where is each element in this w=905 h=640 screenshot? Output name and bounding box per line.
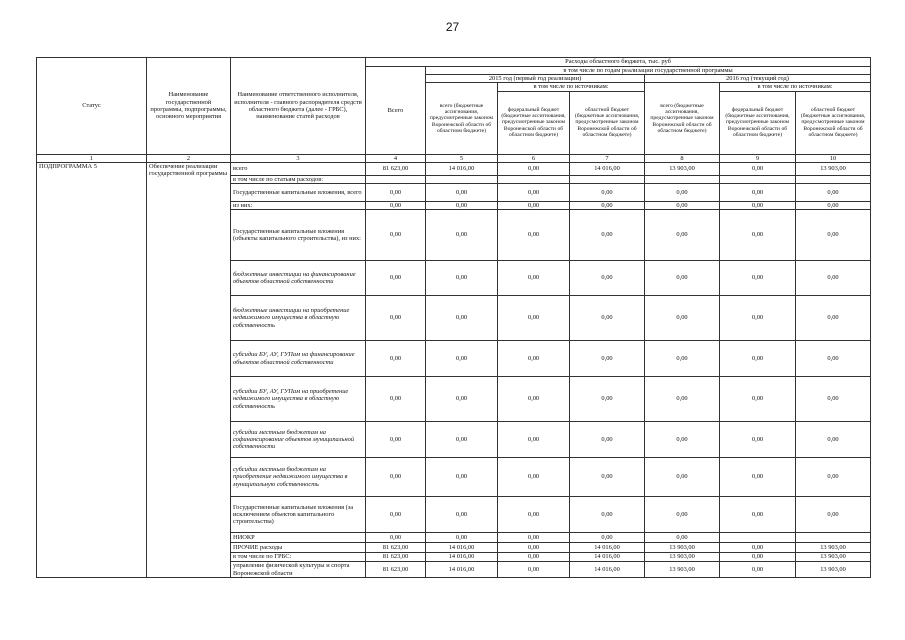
value-cell: 0,00 bbox=[796, 210, 871, 261]
value-cell: 0,00 bbox=[426, 497, 498, 533]
row-label: бюджетные инвестиции на финансирование объектов областной собственности bbox=[231, 261, 366, 296]
value-cell: 0,00 bbox=[645, 377, 720, 422]
value-cell: 0,00 bbox=[570, 497, 645, 533]
value-cell: 0,00 bbox=[720, 261, 796, 296]
value-cell: 0,00 bbox=[426, 261, 498, 296]
value-cell bbox=[720, 175, 796, 183]
value-cell: 14 016,00 bbox=[426, 553, 498, 562]
value-cell: 0,00 bbox=[570, 341, 645, 377]
value-cell: 0,00 bbox=[720, 201, 796, 209]
value-cell: 0,00 bbox=[570, 210, 645, 261]
value-cell: 0,00 bbox=[498, 497, 570, 533]
value-cell: 0,00 bbox=[366, 497, 426, 533]
row-label: из них: bbox=[231, 201, 366, 209]
header-year-2016: 2016 год (текущий год) bbox=[645, 75, 871, 83]
value-cell: 0,00 bbox=[720, 422, 796, 458]
value-cell bbox=[796, 533, 871, 543]
header-total: Всего bbox=[366, 67, 426, 155]
value-cell: 81 623,00 bbox=[366, 553, 426, 562]
value-cell: 14 016,00 bbox=[570, 553, 645, 562]
value-cell: 0,00 bbox=[796, 377, 871, 422]
value-cell: 0,00 bbox=[720, 497, 796, 533]
column-number: 6 bbox=[498, 154, 570, 162]
value-cell: 0,00 bbox=[645, 422, 720, 458]
header-expenses-title: Расходы областного бюджета, тыс. руб bbox=[366, 58, 871, 67]
header-2016-regional: областной бюджет (бюджетные ассигнования, предусмотренные законом Воронежской области об областном бюджете) bbox=[796, 91, 871, 154]
value-cell: 0,00 bbox=[645, 296, 720, 341]
program-cell: Обеспечение реализации государственной программы bbox=[147, 162, 231, 577]
row-label: ПРОЧИЕ расходы bbox=[231, 543, 366, 553]
value-cell: 0,00 bbox=[720, 458, 796, 497]
value-cell: 0,00 bbox=[796, 422, 871, 458]
value-cell: 0,00 bbox=[645, 210, 720, 261]
header-year-2015: 2015 год (первый год реализации) bbox=[426, 75, 645, 83]
value-cell: 0,00 bbox=[796, 497, 871, 533]
row-label: Государственные капитальные вложения (объекты капитального строительства), из них: bbox=[231, 210, 366, 261]
header-2016-by-sources: в том числе по источникам: bbox=[720, 83, 871, 91]
column-number: 3 bbox=[231, 154, 366, 162]
row-label: всего bbox=[231, 162, 366, 175]
value-cell: 0,00 bbox=[570, 201, 645, 209]
row-label: управление физической культуры и спорта Воронежской области bbox=[231, 562, 366, 578]
value-cell: 13 903,00 bbox=[796, 543, 871, 553]
value-cell: 0,00 bbox=[570, 458, 645, 497]
value-cell: 0,00 bbox=[366, 458, 426, 497]
value-cell: 0,00 bbox=[366, 341, 426, 377]
row-label: бюджетные инвестиции на приобретение недвижимого имущества в областную собственность bbox=[231, 296, 366, 341]
value-cell: 0,00 bbox=[426, 183, 498, 201]
column-number: 10 bbox=[796, 154, 871, 162]
value-cell: 0,00 bbox=[645, 458, 720, 497]
value-cell: 0,00 bbox=[426, 377, 498, 422]
row-label: Государственные капитальные вложения, всего bbox=[231, 183, 366, 201]
value-cell: 0,00 bbox=[570, 533, 645, 543]
value-cell: 0,00 bbox=[366, 422, 426, 458]
value-cell: 0,00 bbox=[720, 341, 796, 377]
value-cell: 0,00 bbox=[570, 296, 645, 341]
column-number: 9 bbox=[720, 154, 796, 162]
page-number: 27 bbox=[445, 20, 460, 34]
value-cell: 0,00 bbox=[426, 458, 498, 497]
value-cell: 0,00 bbox=[498, 296, 570, 341]
value-cell: 0,00 bbox=[796, 183, 871, 201]
value-cell: 0,00 bbox=[498, 183, 570, 201]
value-cell: 0,00 bbox=[570, 261, 645, 296]
header-status: Статус bbox=[37, 58, 147, 155]
column-number: 4 bbox=[366, 154, 426, 162]
header-2015-regional: областной бюджет (бюджетные ассигнования, предусмотренные законом Воронежской области об областном бюджете) bbox=[570, 91, 645, 154]
column-number: 7 bbox=[570, 154, 645, 162]
value-cell: 13 903,00 bbox=[645, 162, 720, 175]
value-cell: 14 016,00 bbox=[426, 562, 498, 578]
value-cell: 0,00 bbox=[426, 422, 498, 458]
header-2016-all-sources: всего (бюджетные ассигнования, предусмотренные законом Воронежской области об областном бюджете) bbox=[645, 83, 720, 154]
value-cell: 0,00 bbox=[720, 210, 796, 261]
value-cell bbox=[366, 175, 426, 183]
value-cell: 0,00 bbox=[498, 201, 570, 209]
value-cell: 0,00 bbox=[426, 533, 498, 543]
value-cell: 0,00 bbox=[366, 296, 426, 341]
header-2015-by-sources: в том числе по источникам: bbox=[498, 83, 645, 91]
value-cell: 0,00 bbox=[720, 162, 796, 175]
value-cell: 0,00 bbox=[498, 458, 570, 497]
value-cell: 0,00 bbox=[796, 261, 871, 296]
value-cell: 13 903,00 bbox=[645, 562, 720, 578]
status-cell: ПОДПРОГРАММА 5 bbox=[37, 162, 147, 577]
value-cell: 0,00 bbox=[366, 210, 426, 261]
value-cell: 14 016,00 bbox=[570, 162, 645, 175]
value-cell: 81 623,00 bbox=[366, 162, 426, 175]
value-cell: 0,00 bbox=[498, 377, 570, 422]
value-cell: 0,00 bbox=[498, 562, 570, 578]
value-cell: 14 016,00 bbox=[570, 562, 645, 578]
table-row bbox=[37, 162, 871, 175]
header-2015-federal: федеральный бюджет (бюджетные ассигнования, предусмотренные законом Воронежской области об областном бюджете) bbox=[498, 91, 570, 154]
value-cell: 0,00 bbox=[570, 422, 645, 458]
value-cell: 0,00 bbox=[645, 183, 720, 201]
column-number: 1 bbox=[37, 154, 147, 162]
value-cell: 13 903,00 bbox=[796, 562, 871, 578]
value-cell bbox=[720, 533, 796, 543]
value-cell: 0,00 bbox=[426, 210, 498, 261]
value-cell: 13 903,00 bbox=[645, 543, 720, 553]
value-cell: 0,00 bbox=[498, 341, 570, 377]
value-cell: 0,00 bbox=[426, 341, 498, 377]
value-cell: 0,00 bbox=[498, 261, 570, 296]
value-cell: 0,00 bbox=[498, 210, 570, 261]
value-cell: 0,00 bbox=[720, 553, 796, 562]
value-cell: 0,00 bbox=[366, 377, 426, 422]
value-cell: 0,00 bbox=[645, 533, 720, 543]
header-program-name: Наименование государственной программы, подпрограммы, основного мероприятия bbox=[147, 58, 231, 155]
value-cell bbox=[498, 175, 570, 183]
column-number: 2 bbox=[147, 154, 231, 162]
value-cell: 0,00 bbox=[366, 261, 426, 296]
value-cell bbox=[645, 175, 720, 183]
row-label: НИОКР bbox=[231, 533, 366, 543]
value-cell: 0,00 bbox=[720, 543, 796, 553]
value-cell: 0,00 bbox=[498, 533, 570, 543]
value-cell: 13 903,00 bbox=[796, 553, 871, 562]
value-cell: 0,00 bbox=[796, 296, 871, 341]
value-cell: 0,00 bbox=[645, 497, 720, 533]
value-cell: 13 903,00 bbox=[796, 162, 871, 175]
value-cell: 0,00 bbox=[645, 201, 720, 209]
value-cell bbox=[796, 175, 871, 183]
value-cell: 0,00 bbox=[426, 296, 498, 341]
value-cell: 14 016,00 bbox=[570, 543, 645, 553]
value-cell bbox=[426, 175, 498, 183]
value-cell: 0,00 bbox=[720, 562, 796, 578]
row-label: субсидии местным бюджетам на приобретение недвижимого имущества в муниципальную собственность bbox=[231, 458, 366, 497]
value-cell: 0,00 bbox=[498, 162, 570, 175]
row-label: субсидии местным бюджетам на софинансирование объектов муниципальной собственности bbox=[231, 422, 366, 458]
value-cell: 0,00 bbox=[645, 341, 720, 377]
value-cell bbox=[570, 175, 645, 183]
value-cell: 0,00 bbox=[366, 533, 426, 543]
value-cell: 0,00 bbox=[720, 296, 796, 341]
header-executor: Наименование ответственного исполнителя, исполнителя - главного распорядителя средств областного бюджета (далее - ГРБС), наименование статей расходов bbox=[231, 58, 366, 155]
header-2016-federal: федеральный бюджет (бюджетные ассигнования, предусмотренные законом Воронежской области об областном бюджете) bbox=[720, 91, 796, 154]
row-label: субсидии БУ, АУ, ГУПам на финансирование объектов областной собственности bbox=[231, 341, 366, 377]
budget-table bbox=[36, 57, 871, 578]
value-cell: 81 623,00 bbox=[366, 562, 426, 578]
value-cell: 0,00 bbox=[498, 422, 570, 458]
value-cell: 0,00 bbox=[720, 183, 796, 201]
column-number-row bbox=[37, 154, 871, 162]
value-cell: 0,00 bbox=[426, 201, 498, 209]
value-cell: 13 903,00 bbox=[645, 553, 720, 562]
value-cell: 14 016,00 bbox=[426, 162, 498, 175]
value-cell: 0,00 bbox=[796, 341, 871, 377]
row-label: субсидии БУ, АУ, ГУПам на приобретение недвижимого имущества в областную собственность bbox=[231, 377, 366, 422]
value-cell: 0,00 bbox=[796, 458, 871, 497]
column-number: 8 bbox=[645, 154, 720, 162]
value-cell: 14 016,00 bbox=[426, 543, 498, 553]
row-label: в том числе по ГРБС: bbox=[231, 553, 366, 562]
value-cell: 0,00 bbox=[796, 201, 871, 209]
header-by-years: в том числе по годам реализации государственной программы bbox=[426, 67, 871, 75]
value-cell: 0,00 bbox=[570, 183, 645, 201]
header-2015-all-sources: всего (бюджетные ассигнования, предусмотренные законом Воронежской области об областном бюджете) bbox=[426, 83, 498, 154]
value-cell: 0,00 bbox=[366, 201, 426, 209]
row-label: в том числе по статьям расходов: bbox=[231, 175, 366, 183]
column-number: 5 bbox=[426, 154, 498, 162]
value-cell: 0,00 bbox=[498, 543, 570, 553]
row-label: Государственные капитальные вложения (за исключением объектов капитального строительства) bbox=[231, 497, 366, 533]
value-cell: 0,00 bbox=[570, 377, 645, 422]
value-cell: 0,00 bbox=[366, 183, 426, 201]
value-cell: 81 623,00 bbox=[366, 543, 426, 553]
value-cell: 0,00 bbox=[720, 377, 796, 422]
value-cell: 0,00 bbox=[498, 553, 570, 562]
value-cell: 0,00 bbox=[645, 261, 720, 296]
